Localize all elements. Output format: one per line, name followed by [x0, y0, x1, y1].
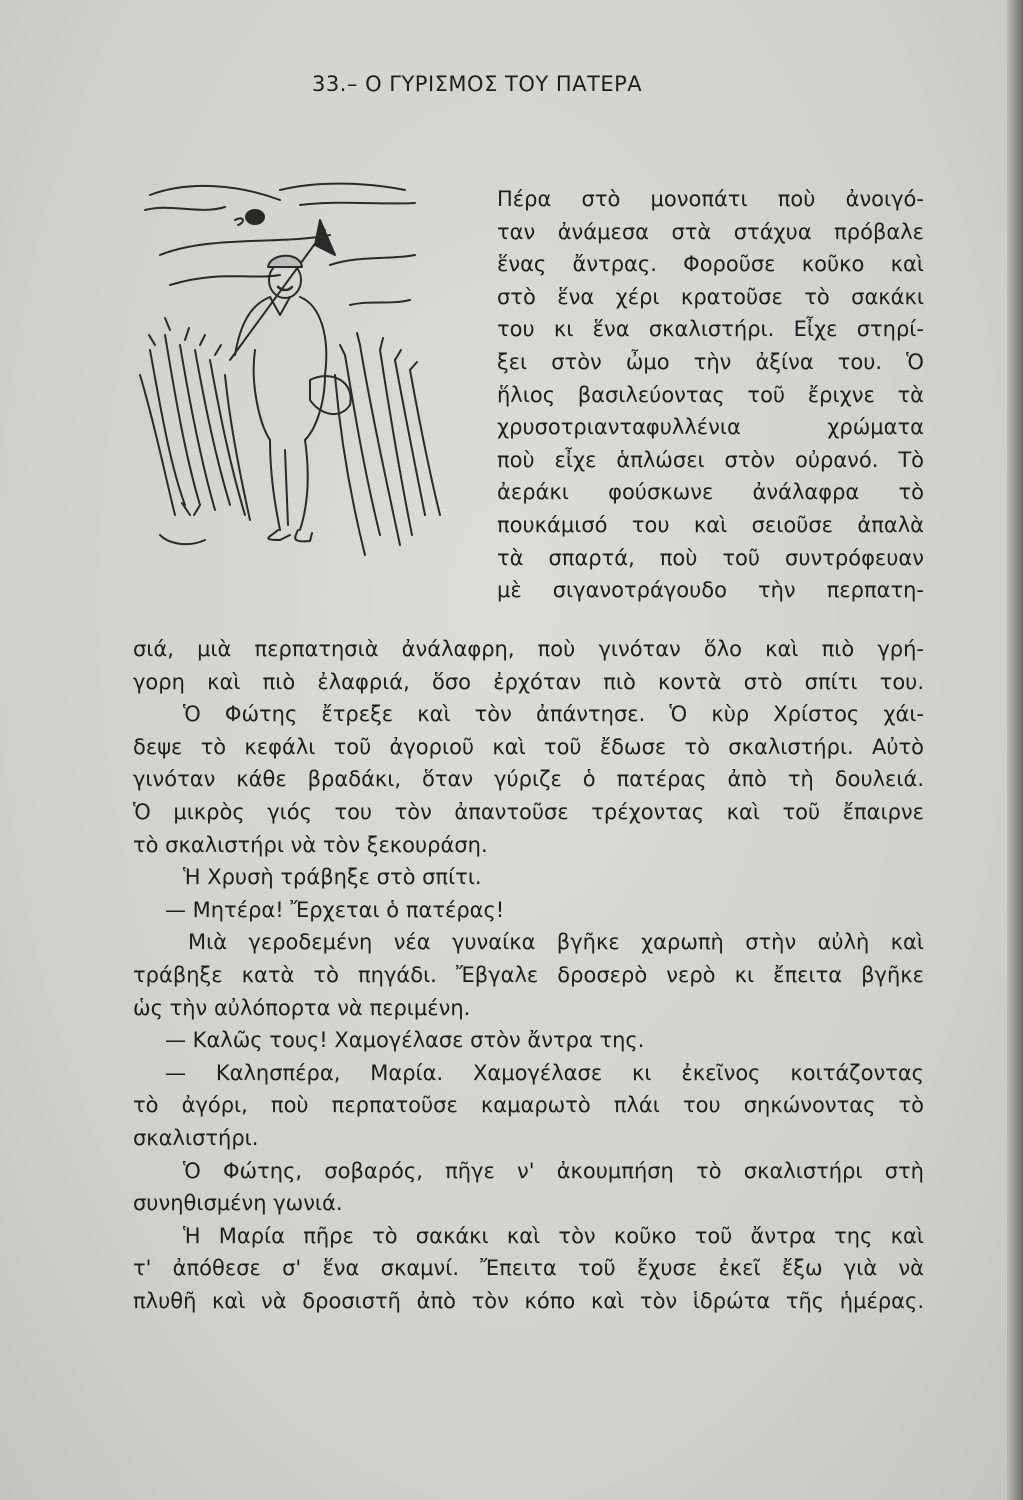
text-line: ὡς τὴν αὐλόπορτα νὰ περιμένη.	[133, 995, 471, 1020]
farmer-with-hoe-in-wheat-field-illustration	[130, 175, 450, 565]
text-line: Ἡ Χρυσὴ τράβηξε στὸ σπίτι.	[183, 865, 482, 890]
text-line: τὸ σκαλιστήρι νὰ τὸν ξεκουράση.	[133, 832, 488, 857]
text-line: σκαλιστήρι.	[133, 1125, 259, 1150]
text-line: μὲ σιγανοτράγουδο τὴν περπατη-	[497, 578, 924, 603]
text-line: ἕνας ἄντρας. Φοροῦσε κοῦκο καὶ	[497, 252, 924, 277]
text-line: σιά, μιὰ περπατησιὰ ἀνάλαφρη, ποὺ γινόταν ὅλο καὶ πιὸ γρή-	[133, 637, 924, 661]
text-line: Μιὰ γεροδεμένη νέα γυναίκα βγῆκε χαρωπὴ στὴν αὐλὴ καὶ	[188, 930, 924, 955]
text-line: γορη καὶ πιὸ ἐλαφριά, ὅσο ἐρχόταν πιὸ κοντὰ στὸ σπίτι του.	[133, 669, 924, 694]
text-line: συνηθισμένη γωνιά.	[133, 1191, 343, 1216]
text-line: Ὁ μικρὸς γιός του τὸν ἀπαντοῦσε τρέχοντας καὶ τοῦ ἔπαιρνε	[133, 799, 924, 824]
text-line: — Καλησπέρα, Μαρία. Χαμογέλασε κι ἐκεῖνος κοιτάζοντας	[165, 1060, 924, 1085]
text-line: τὰ σπαρτά, ποὺ τοῦ συντρόφευαν	[497, 545, 924, 570]
text-line: πουκάμισό του καὶ σειοῦσε ἀπαλὰ	[497, 512, 924, 537]
text-line: τράβηξε κατὰ τὸ πηγάδι. Ἔβγαλε δροσερὸ νερὸ κι ἔπειτα βγῆκε	[133, 962, 924, 987]
text-line: χρυσοτριανταφυλλένια χρώματα	[497, 415, 924, 440]
text-line: Πέρα στὸ μονοπάτι ποὺ ἀνοιγό-	[497, 187, 924, 211]
text-line: στὸ ἕνα χέρι κρατοῦσε τὸ σακάκι	[497, 284, 924, 309]
text-line: — Καλῶς τους! Χαμογέλασε στὸν ἄντρα της.	[165, 1028, 645, 1053]
text-line: πλυθῆ καὶ νὰ δροσιστῆ ἀπὸ τὸν κόπο καὶ τὸν ἱδρώτα τῆς ἡμέρας.	[133, 1288, 924, 1313]
text-line: τ' ἀπόθεσε σ' ἕνα σκαμνί. Ἔπειτα τοῦ ἔχυσε ἐκεῖ ἔξω γιὰ νὰ	[133, 1256, 924, 1281]
text-line: ποὺ εἶχε ἁπλώσει στὸν οὐρανό. Τὸ	[497, 447, 924, 472]
text-line: του κι ἕνα σκαλιστήρι. Εἶχε στηρί-	[497, 317, 924, 342]
book-spine-shadow	[1007, 0, 1023, 1500]
text-line: τὸ ἀγόρι, ποὺ περπατοῦσε καμαρωτὸ πλάι του σηκώνοντας τὸ	[133, 1093, 924, 1118]
body-text	[133, 633, 924, 1317]
page-title: 33.– Ο ΓΥΡΙΣΜΟΣ ΤΟΥ ΠΑΤΕΡΑ	[312, 72, 643, 96]
text-line: Ὁ Φώτης ἔτρεξε καὶ τὸν ἀπάντησε. Ὁ κὺρ Χρίστος χάι-	[183, 702, 924, 727]
text-line: Ὁ Φώτης, σοβαρός, πῆγε ν' ἀκουμπήση τὸ σκαλιστήρι στὴ	[183, 1158, 924, 1183]
text-line: γινόταν κάθε βραδάκι, ὅταν γύριζε ὁ πατέρας ἀπὸ τὴ δουλειά.	[133, 767, 924, 792]
text-line: ἀεράκι φούσκωνε ἀνάλαφρα τὸ	[497, 480, 924, 505]
text-line: — Μητέρα! Ἔρχεται ὁ πατέρας!	[165, 897, 505, 922]
text-column-beside-illustration	[497, 183, 924, 607]
text-line: ξει στὸν ὦμο τὴν ἀξίνα του. Ὁ	[497, 349, 924, 374]
text-line: Ἡ Μαρία πῆρε τὸ σακάκι καὶ τὸν κοῦκο τοῦ ἄντρα της καὶ	[183, 1223, 924, 1248]
text-line: δεψε τὸ κεφάλι τοῦ ἀγοριοῦ καὶ τοῦ ἔδωσε τὸ σκαλιστήρι. Αὐτὸ	[133, 734, 924, 759]
text-line: ταν ἀνάμεσα στὰ στάχυα πρόβαλε	[497, 219, 924, 244]
text-line: ἥλιος βασιλεύοντας τοῦ ἔριχνε τὰ	[497, 382, 924, 407]
